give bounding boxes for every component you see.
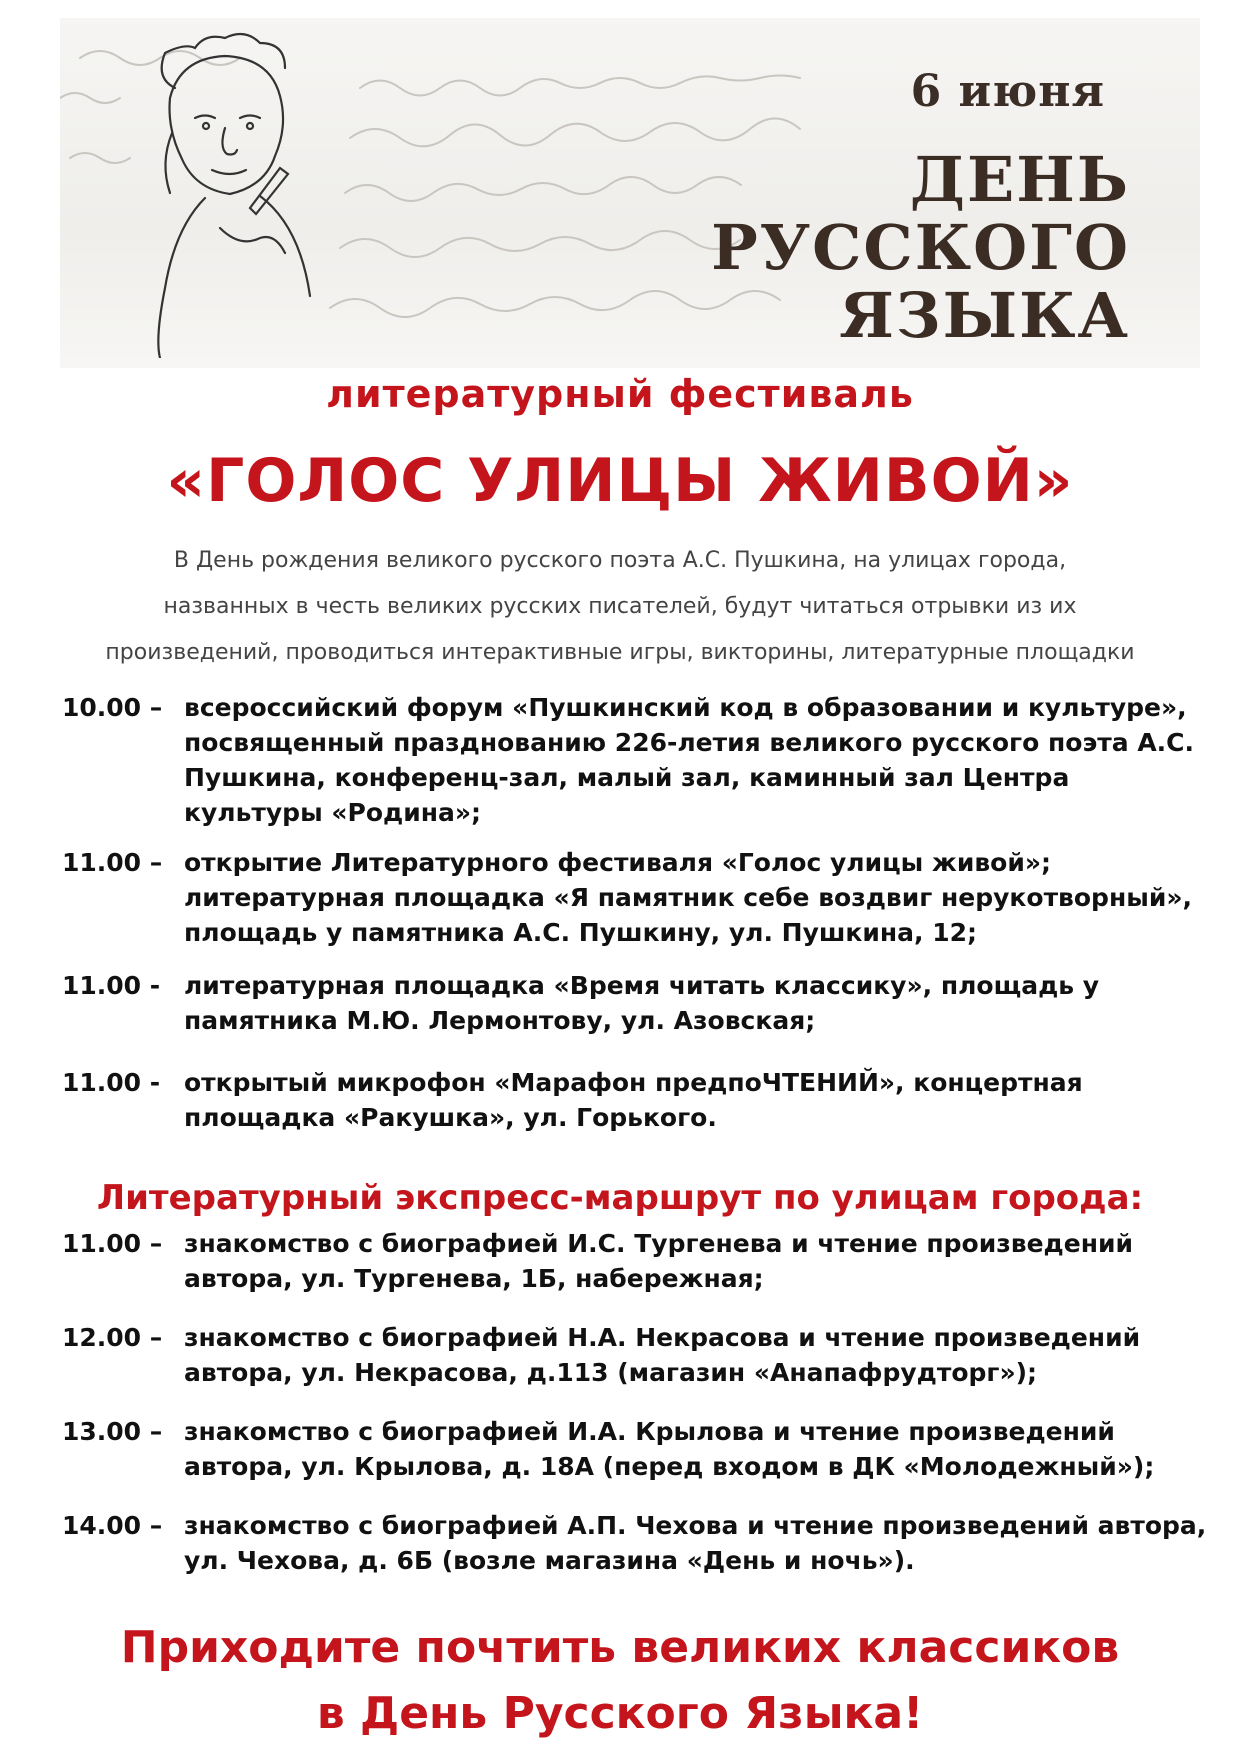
closing-line: Приходите почтить великих классиков (120, 1622, 1120, 1673)
intro-text (40, 538, 1200, 676)
intro-line: произведений, проводиться интерактивные игры, викторины, литературные площадки (105, 640, 1135, 665)
route-time: 14.00 – (62, 1511, 163, 1540)
day-title-line: РУССКОГО (711, 211, 1130, 284)
closing-line: в День Русского Языка! (316, 1688, 924, 1739)
intro-line: названных в честь великих русских писателей, будут читаться отрывки из их (163, 594, 1077, 619)
schedule-item (62, 968, 1212, 1038)
route-text: знакомство с биографией И.С. Тургенева и чтение произведений автора, ул. Тургенева, 1Б, набережная; (184, 1229, 1133, 1293)
route-time: 13.00 – (62, 1417, 163, 1446)
route-text: знакомство с биографией Н.А. Некрасова и чтение произведений автора, ул. Некрасова, д.113 (магазин «Анапафрудторг»); (184, 1323, 1141, 1387)
schedule-item (62, 690, 1212, 830)
event-date: 6 июня (910, 66, 1105, 117)
route-item (62, 1320, 1212, 1390)
schedule-time: 10.00 – (62, 693, 163, 722)
route-title: Литературный экспресс-маршрут по улицам города: (96, 1178, 1144, 1218)
schedule-item (62, 845, 1212, 950)
schedule-text: литературная площадка «Время читать классику», площадь у памятника М.Ю. Лермонтову, ул. Азовская; (184, 971, 1100, 1035)
route-time: 11.00 – (62, 1229, 163, 1258)
festival-name: «ГОЛОС УЛИЦЫ ЖИВОЙ» (166, 446, 1074, 516)
day-title-line: ЯЗЫКА (839, 279, 1130, 352)
route-time: 12.00 – (62, 1323, 163, 1352)
route-item (62, 1226, 1212, 1296)
day-title (711, 143, 1130, 352)
header-banner (60, 18, 1200, 368)
route-item (62, 1414, 1212, 1484)
schedule-time: 11.00 - (62, 971, 161, 1000)
intro-line: В День рождения великого русского поэта А.С. Пушкина, на улицах города, (173, 548, 1067, 573)
route-text: знакомство с биографией А.П. Чехова и чтение произведений автора, ул. Чехова, д. 6Б (возле магазина «День и ночь»). (184, 1511, 1207, 1575)
schedule-item (62, 1065, 1212, 1135)
schedule-text: открытие Литературного фестиваля «Голос улицы живой»; литературная площадка «Я памятник себе воздвиг нерукотворный», площадь у памятника А.С. Пушкину, ул. Пушкина, 12; (184, 848, 1192, 947)
schedule-time: 11.00 - (62, 1068, 161, 1097)
route-item (62, 1508, 1212, 1578)
schedule-text: всероссийский форум «Пушкинский код в образовании и культуре», посвященный празднованию 226-летия великого русского поэта А.С. Пушкина, конференц-зал, малый зал, каминный зал Центра культуры «Родина»; (184, 693, 1195, 827)
route-text: знакомство с биографией И.А. Крылова и чтение произведений автора, ул. Крылова, д. 18А (перед входом в ДК «Молодежный»); (184, 1417, 1155, 1481)
schedule-time: 11.00 – (62, 848, 163, 877)
pushkin-portrait-sketch (100, 28, 360, 358)
closing-message (0, 1615, 1240, 1747)
day-title-line: ДЕНЬ (909, 143, 1130, 216)
schedule-text: открытый микрофон «Марафон предпоЧТЕНИЙ», концертная площадка «Ракушка», ул. Горького. (184, 1068, 1083, 1132)
festival-label: литературный фестиваль (326, 372, 914, 416)
